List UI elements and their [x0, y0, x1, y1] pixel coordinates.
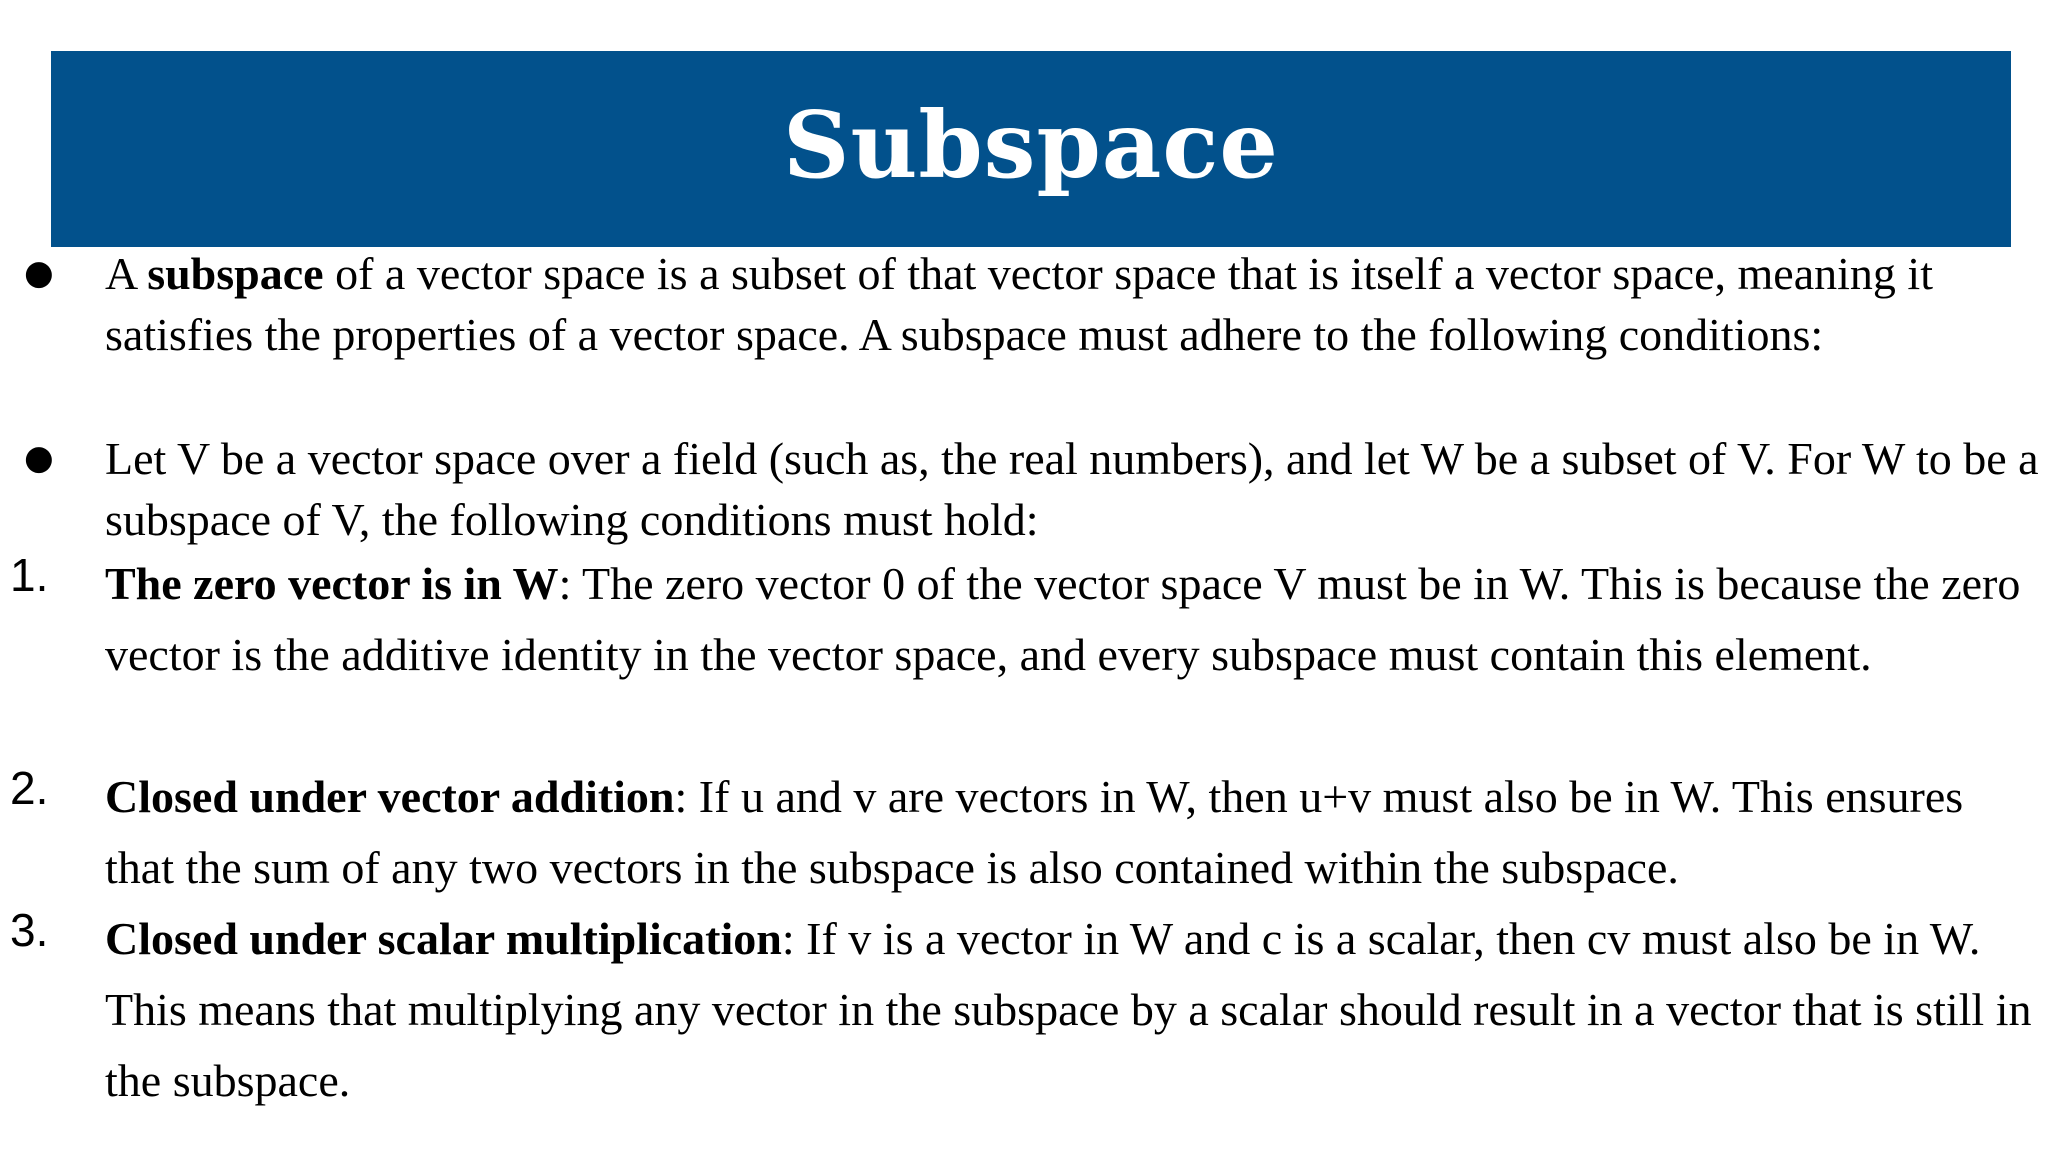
bullet-setup [105, 428, 2040, 550]
bullet-text: Let V be a vector space over a field (such as, the real numbers), and let W be a subset of V. For W to be a subspace of V, the following conditions must hold: [105, 433, 2039, 545]
title-banner [51, 51, 2011, 247]
slide-title: Subspace [783, 91, 1279, 199]
condition-vector-addition [105, 761, 2040, 903]
condition-heading: Closed under vector addition [105, 771, 675, 822]
condition-text: : The zero vector 0 of the vector space V must be in W. This is because the zero vector is the additive identity in the vector space, and every subspace must contain this element. [105, 558, 2021, 680]
condition-heading: The zero vector is in W [105, 558, 559, 609]
condition-text: : If v is a vector in W and c is a scalar, then cv must also be in W. This means that multiplying any vector in the subspace by a scalar should result in a vector that is still in the subspace. [105, 913, 2032, 1106]
condition-number: 3. [10, 904, 49, 956]
bullet-marker: ● [24, 253, 54, 293]
bullet-text-pre: A [105, 248, 148, 299]
term-subspace: subspace [147, 248, 324, 299]
bullet-marker: ● [24, 438, 54, 478]
condition-number: 1. [10, 549, 49, 601]
condition-zero-vector [105, 548, 2040, 690]
condition-text: : If u and v are vectors in W, then u+v must also be in W. This ensures that the sum of any two vectors in the subspace is also contained within the subspace. [105, 771, 1964, 893]
condition-number: 2. [10, 762, 49, 814]
condition-scalar-multiplication [105, 903, 2040, 1116]
bullet-definition [105, 243, 2040, 365]
bullet-text-post: of a vector space is a subset of that vector space that is itself a vector space, meaning it satisfies the properties of a vector space. A subspace must adhere to the following conditions: [105, 248, 1933, 360]
condition-heading: Closed under scalar multiplication [105, 913, 782, 964]
